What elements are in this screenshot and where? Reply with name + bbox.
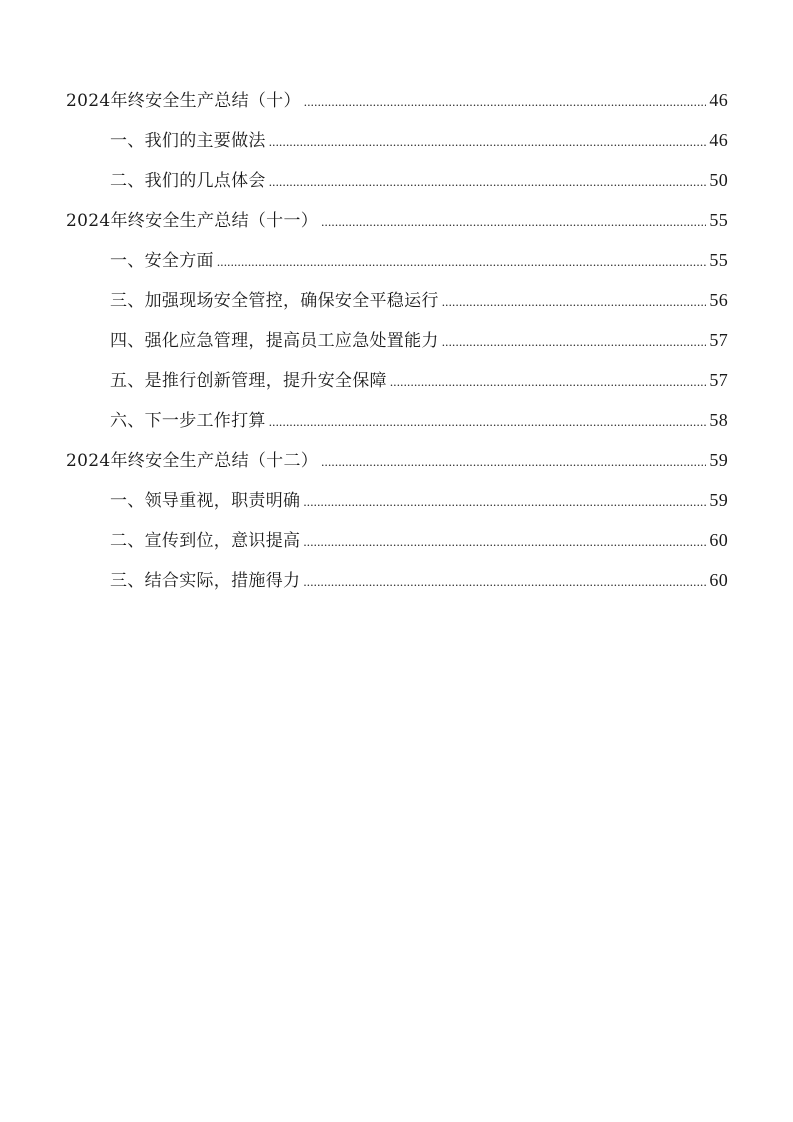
toc-entry[interactable] [66,364,728,404]
toc-leader-dots [269,166,707,198]
toc-entry-title: 一、我们的主要做法 [110,131,266,151]
toc-leader-dots [321,446,706,478]
toc-page-number: 60 [709,570,728,590]
toc-entry-title: 二、宣传到位，意识提高 [110,531,301,551]
toc-entry[interactable] [66,324,728,364]
table-of-contents [66,84,728,604]
toc-leader-dots [390,366,707,398]
toc-entry-title: 四、强化应急管理，提高员工应急处置能力 [110,331,439,351]
toc-page-number: 56 [709,290,728,310]
toc-entry[interactable] [66,444,728,484]
toc-page-number: 60 [709,530,728,550]
toc-leader-dots [269,126,707,158]
toc-entry-title: 一、安全方面 [110,251,214,271]
toc-page-number: 46 [709,90,728,110]
toc-entry-title: 二、我们的几点体会 [110,171,266,191]
toc-entry[interactable] [66,244,728,284]
toc-entry-title: 五、是推行创新管理，提升安全保障 [110,371,387,391]
toc-leader-dots [442,326,707,358]
toc-entry-title: 2024年终安全生产总结（十一） [66,211,319,231]
toc-entry[interactable] [66,564,728,604]
toc-leader-dots [303,566,706,598]
toc-entry-title: 一、领导重视，职责明确 [110,491,301,511]
toc-entry-title: 2024年终安全生产总结（十） [66,91,301,111]
toc-entry[interactable] [66,84,728,124]
toc-leader-dots [321,206,706,238]
toc-leader-dots [269,406,707,438]
toc-entry[interactable] [66,284,728,324]
toc-entry[interactable] [66,404,728,444]
toc-page-number: 59 [709,490,728,510]
toc-leader-dots [217,246,707,278]
toc-page-number: 58 [709,410,728,430]
toc-entry-title: 六、下一步工作打算 [110,411,266,431]
toc-entry[interactable] [66,164,728,204]
toc-leader-dots [304,86,707,118]
toc-page-number: 50 [709,170,728,190]
toc-page-number: 55 [709,210,728,230]
toc-entry[interactable] [66,524,728,564]
toc-entry[interactable] [66,124,728,164]
toc-page-number: 57 [709,370,728,390]
toc-page-number: 57 [709,330,728,350]
toc-entry-title: 三、加强现场安全管控，确保安全平稳运行 [110,291,439,311]
toc-leader-dots [303,486,706,518]
toc-page-number: 59 [709,450,728,470]
toc-page-number: 46 [709,130,728,150]
toc-entry-title: 2024年终安全生产总结（十二） [66,451,319,471]
toc-leader-dots [442,286,707,318]
toc-entry[interactable] [66,204,728,244]
toc-entry-title: 三、结合实际，措施得力 [110,571,301,591]
toc-entry[interactable] [66,484,728,524]
toc-leader-dots [303,526,706,558]
toc-page-number: 55 [709,250,728,270]
